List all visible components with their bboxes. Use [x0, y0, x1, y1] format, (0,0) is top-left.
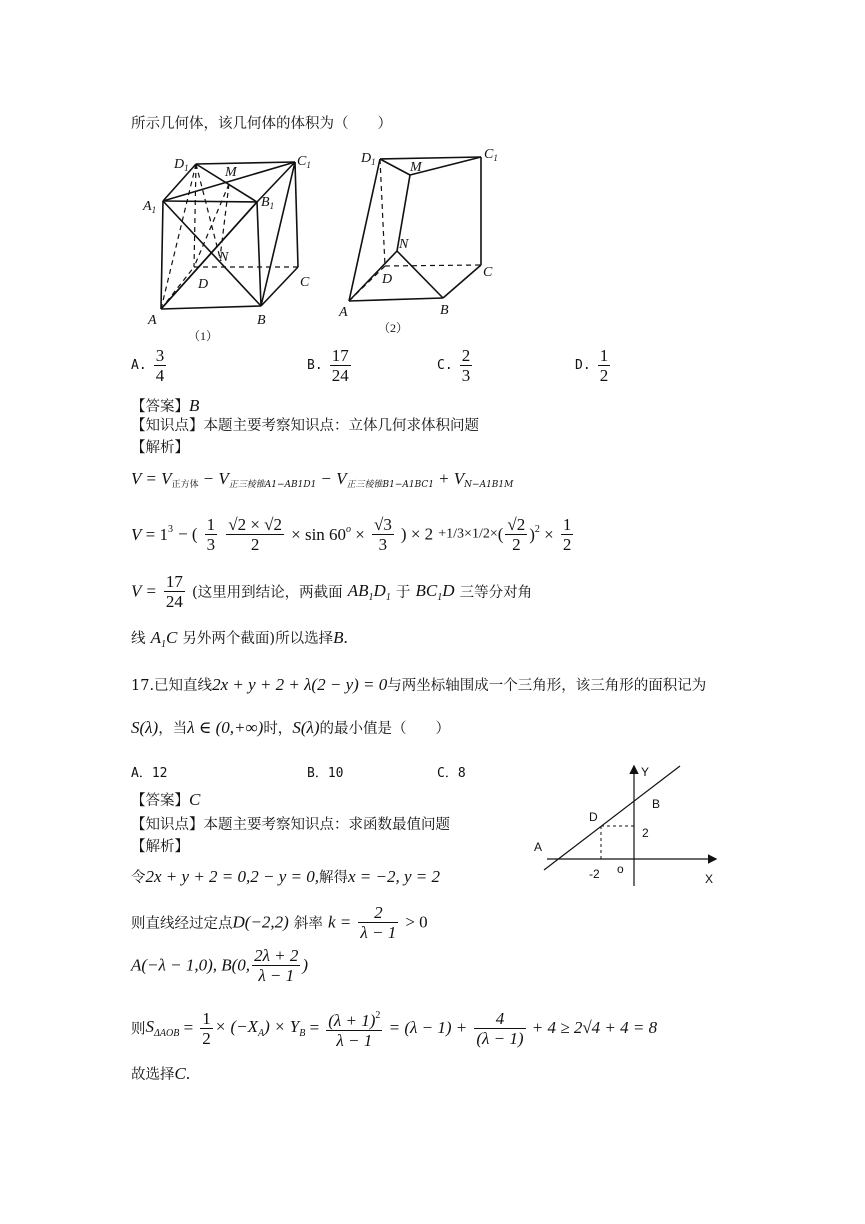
label-B: B [440, 303, 449, 318]
q17-step-4: 则$S_{\Delta AOB}$ = $\frac{1}{2}$ × $(-X_A) \times Y_B$ = $\frac{(\lambda + 1)^2}{\lambda - 1}$ = (λ − 1) + $\frac{4}{(\lambda - 1)}$ + 4 ≥ 2√4 + 4 = 8 [131, 1006, 657, 1050]
label-D1: $D_1$ [174, 157, 189, 173]
q16-stem: 所示几何体，该几何体的体积为（ ） [131, 116, 392, 132]
q17-step-3: A(−λ − 1,0), B(0, $\frac{2\lambda + 2}{\lambda - 1}$ ) [131, 946, 309, 985]
label-D: D [382, 272, 393, 287]
q16-figure-2-solid [335, 140, 510, 345]
diag-C1B [261, 162, 295, 306]
edge-AB [349, 298, 443, 301]
fig2-caption: （2） [378, 321, 409, 335]
edge-D1A [349, 159, 380, 301]
label-B: B [257, 313, 266, 328]
label-D1: $D_1$ [361, 151, 376, 167]
axis-label-x: X [705, 872, 714, 886]
q17-stem-line2: S(λ)，当λ ∈ (0,+∞)时，S(λ)的最小值是（ ） [131, 718, 450, 737]
q16-option-a: A. $\frac{3}{4}$ [131, 346, 165, 385]
label-N: N [399, 237, 409, 252]
q17-graph [525, 758, 730, 888]
label-D: D [589, 810, 598, 824]
edge-C1C [295, 162, 298, 267]
q17-step-1: 令2x + y + 2 = 0,2 − y = 0,解得x = −2, y = 2 [131, 867, 441, 886]
edge-A1B1 [163, 201, 257, 202]
edge-A1A [161, 201, 163, 309]
label-C1: $C_1$ [297, 154, 311, 170]
q16-option-d: D. $\frac{1}{2}$ [575, 346, 609, 385]
q17-conclusion: 故选择C. [131, 1064, 191, 1083]
q17-option-b: B．10 [307, 766, 344, 781]
q17-stem-line1: 17.已知直线2x + y + 2 + λ(2 − y) = 0与两坐标轴围成一个三角形，该三角形的面积记为 [131, 675, 707, 694]
label-N: N [219, 250, 229, 265]
q16-option-c: C. $\frac{2}{3}$ [437, 346, 471, 385]
label-A: A [534, 840, 543, 854]
edge-D1M [380, 159, 410, 175]
q16-answer: 【答案】B [131, 396, 200, 415]
label-C: C [483, 265, 493, 280]
q16-knowledge: 【知识点】本题主要考察知识点：立体几何求体积问题 [131, 418, 479, 434]
q17-step-2: 则直线经过定点D(−2,2) 斜率 k = $\frac{2}{\lambda - 1}$ > 0 [131, 903, 428, 942]
q17-option-c: C．8 [437, 766, 466, 781]
label-origin: o [617, 862, 624, 876]
edge-BC [443, 265, 481, 298]
q17-option-a: A．12 [131, 766, 168, 781]
line-AB1 [161, 202, 257, 309]
label-A: A [148, 313, 157, 328]
label-B: B [652, 797, 661, 811]
label-M: M [225, 165, 237, 180]
edge-NB [397, 251, 443, 298]
q16-figure-1-cube [130, 140, 330, 345]
hidden-D1N [196, 164, 220, 258]
q16-equation-3-cont: 线 $A_1C$ 另外两个截面)所以选择B. [131, 628, 348, 650]
edge-D1C1 [196, 162, 295, 164]
edge-D1C1 [380, 157, 481, 159]
q17-knowledge: 【知识点】本题主要考察知识点：求函数最值问题 [131, 817, 450, 833]
label-A1: $A_1$ [143, 199, 157, 215]
hidden-DC [385, 265, 481, 266]
hidden-D1D [194, 164, 196, 267]
hidden-D1D [380, 159, 385, 266]
line-AB [544, 766, 680, 870]
q16-equation-3: V = $\frac{17}{24}$ (这里用到结论，两截面 $AB_1D_1$ 于 $BC_1D$ 三等分对角 [131, 572, 533, 611]
edge-B1B [257, 202, 261, 306]
label-A: A [339, 305, 348, 320]
axis-label-y: Y [641, 765, 650, 779]
label-C1: $C_1$ [484, 147, 498, 163]
label-D: D [198, 277, 209, 292]
edge-BC [261, 267, 298, 306]
label-2: 2 [642, 826, 649, 840]
q17-analysis-heading: 【解析】 [131, 839, 189, 855]
label-neg2: -2 [589, 867, 600, 881]
q16-equation-1: $V = V_{正方体} - V_{正三棱锥A1-AB1D1} - V_{正三棱锥B1-A1BC1} + V_{N-A1B1M}$ [131, 469, 514, 490]
fig1-caption: （1） [188, 329, 219, 343]
label-M: M [410, 160, 422, 175]
edge-AB [161, 306, 261, 309]
q16-option-b: B. $\frac{17}{24}$ [307, 346, 349, 385]
q17-answer: 【答案】C [131, 790, 201, 809]
q16-analysis-heading: 【解析】 [131, 440, 189, 456]
label-B1: $B_1$ [261, 195, 275, 211]
q16-equation-2: $V = 1^3$ − ( $\frac{1}{3}$ $\frac{√2 \times √2}{2}$ × sin 60$^o$ × $\frac{√3}{3}$ ) × 2 +1/3×1/2×( $\frac{√2}{2}$ )$^2$ × $\frac{1}{2}$ [131, 515, 572, 554]
label-C: C [300, 275, 310, 290]
